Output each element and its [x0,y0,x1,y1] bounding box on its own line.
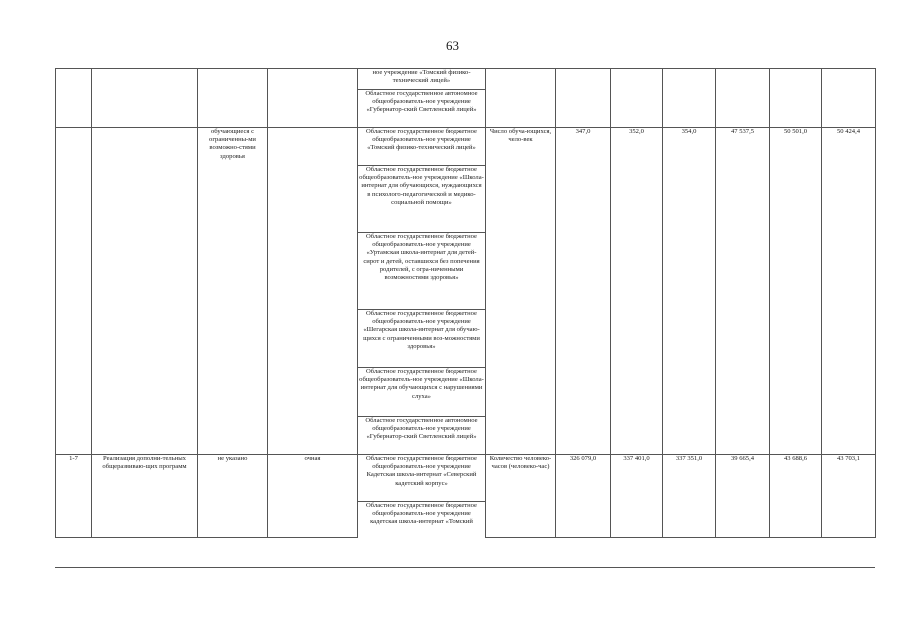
institution-cell: Областное государственное автономное общеобразователь-ное учреждение «Губернатор-ский Светленский лицей» [358,90,486,128]
institution-cell: Областное государственное бюджетное общеобразователь-ное учреждение «Уртамская школа-интернат для детей-сирот и детей, оставшихся без попечения родителей, с огра-ниченными возможностями здоровья» [358,233,486,310]
table-cell [663,69,716,128]
value-cell: 326 079,0 [556,455,611,538]
value-cell: 337 401,0 [611,455,663,538]
value-cell: 352,0 [611,128,663,455]
table-cell [268,69,358,128]
table-cell [611,69,663,128]
category-cell: обучающиеся с ограниченны-ми возможно-стями здоровья [198,128,268,455]
table-cell [770,69,822,128]
row-number-cell: 1-7 [56,455,92,538]
value-cell: 43 703,1 [822,455,876,538]
value-cell: 354,0 [663,128,716,455]
table-cell [92,128,198,455]
category-cell: не указано [198,455,268,538]
table-row [56,455,876,502]
value-cell: 347,0 [556,128,611,455]
institution-cell: ное учреждение «Томский физико-технический лицей» [358,69,486,90]
form-cell: очная [268,455,358,538]
institution-cell: Областное государственное бюджетное общеобразователь-ное учреждение «Шегарская школа-интернат для обучаю-щихся с ограниченными воз-можностями здоровья» [358,310,486,368]
table-row [56,69,876,90]
table-cell [486,69,556,128]
institution-cell: Областное государственное автономное общеобразователь-ное учреждение «Губернатор-ский Светленский лицей» [358,417,486,455]
institution-cell: Областное государственное бюджетное общеобразователь-ное учреждение кадетская школа-интернат «Томский [358,502,486,538]
services-table [55,68,876,538]
indicator-cell: Количество человеко-часов (человеко-час) [486,455,556,538]
institution-cell: Областное государственное бюджетное общеобразователь-ное учреждение «Школа-интернат для обучающихся с нарушениями слуха» [358,368,486,417]
page-number: 63 [446,38,459,53]
table-cell [268,128,358,455]
institution-cell: Областное государственное бюджетное общеобразователь-ное учреждение «Школа-интернат для обучающихся, нуждающихся в психолого-педагогической и медико-социальной помощи» [358,166,486,233]
table-cell [56,128,92,455]
table-row [56,128,876,166]
service-name-cell: Реализация дополни-тельных общеразвиваю-щих программ [92,455,198,538]
value-cell: 47 537,5 [716,128,770,455]
table-cell [822,69,876,128]
table-cell [556,69,611,128]
value-cell: 43 688,6 [770,455,822,538]
value-cell: 50 424,4 [822,128,876,455]
table-bottom-edge [55,567,875,568]
institution-cell: Областное государственное бюджетное общеобразователь-ное учреждение «Томский физико-технический лицей» [358,128,486,166]
table-cell [198,69,268,128]
value-cell: 337 351,0 [663,455,716,538]
indicator-cell: Число обуча-ющихся, чело-век [486,128,556,455]
table-cell [716,69,770,128]
table-cell [56,69,92,128]
institution-cell: Областное государственное бюджетное общеобразователь-ное учреждение Кадетская школа-интернат «Северский кадетский корпус» [358,455,486,502]
table-cell [92,69,198,128]
value-cell: 39 665,4 [716,455,770,538]
value-cell: 50 501,0 [770,128,822,455]
